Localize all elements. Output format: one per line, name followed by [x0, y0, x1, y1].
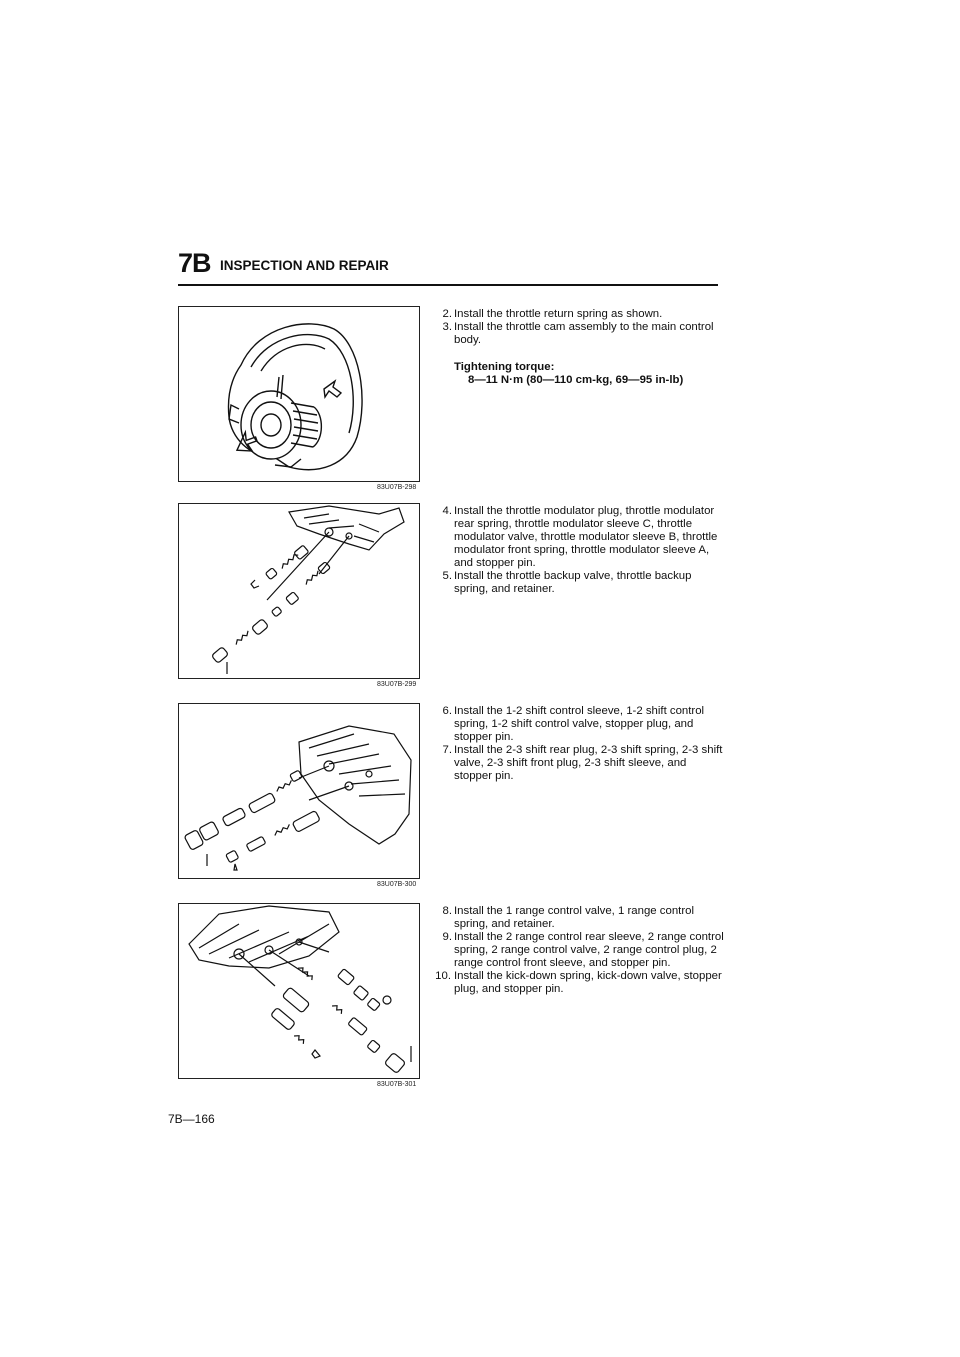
throttle-cam-illustration — [179, 307, 419, 481]
figure-shift-valves — [178, 703, 420, 879]
step-10: 10. Install the kick-down spring, kick-down valve, stopper plug, and stopper pin. — [435, 970, 722, 995]
figure-code: 83U07B-300 — [377, 881, 417, 888]
tightening-torque — [454, 361, 725, 387]
shift-valves-illustration — [179, 704, 419, 878]
step-8: 8. Install the 1 range control valve, 1 range control spring, and retainer. — [442, 905, 694, 930]
step-5: 5. Install the throttle backup valve, throttle backup spring, and retainer. — [442, 570, 692, 595]
header-rule — [178, 284, 718, 286]
step-9: 9. Install the 2 range control rear sleeve, 2 range control spring, 2 range control valve, 2 range control plug, 2 range control front sleeve, and stopper pin. — [442, 931, 724, 969]
figure-code: 83U07B-298 — [377, 484, 417, 491]
page-number: 7B—166 — [168, 1112, 215, 1126]
figure-code: 83U07B-301 — [377, 1081, 417, 1088]
section-throttle-cam — [440, 308, 725, 387]
step-3: 3. Install the throttle cam assembly to the main control body. — [442, 321, 714, 346]
range-control-illustration — [179, 904, 419, 1078]
figure-throttle-modulator — [178, 503, 420, 679]
step-7: 7. Install the 2-3 shift rear plug, 2-3 shift spring, 2-3 shift valve, 2-3 shift front plug, 2-3 shift sleeve, and stopper pin. — [442, 744, 723, 782]
torque-label: Tightening torque: — [454, 361, 555, 373]
section-range-control — [435, 905, 725, 996]
chapter-number: 7B — [178, 248, 211, 278]
section-throttle-modulator — [440, 505, 725, 596]
torque-value: 8—11 N·m (80—110 cm-kg, 69—95 in-lb) — [468, 374, 684, 386]
section-shift-valves — [440, 705, 725, 783]
step-6: 6. Install the 1-2 shift control sleeve, 1-2 shift control spring, 1-2 shift control valve, stopper plug, and stopper pin. — [442, 705, 705, 743]
chapter-title: INSPECTION AND REPAIR — [220, 258, 389, 273]
step-2: 2. Install the throttle return spring as shown. — [442, 308, 663, 320]
figure-throttle-cam — [178, 306, 420, 482]
throttle-modulator-illustration — [179, 504, 419, 678]
figure-code: 83U07B-299 — [377, 681, 417, 688]
page-header — [178, 248, 718, 288]
step-4: 4. Install the throttle modulator plug, throttle modulator rear spring, throttle modulator sleeve C, throttle modulator valve, throttle modulator sleeve B, throttle modulator front spring, throttle modulator sleeve A, and stopper pin. — [442, 505, 718, 569]
figure-range-control — [178, 903, 420, 1079]
